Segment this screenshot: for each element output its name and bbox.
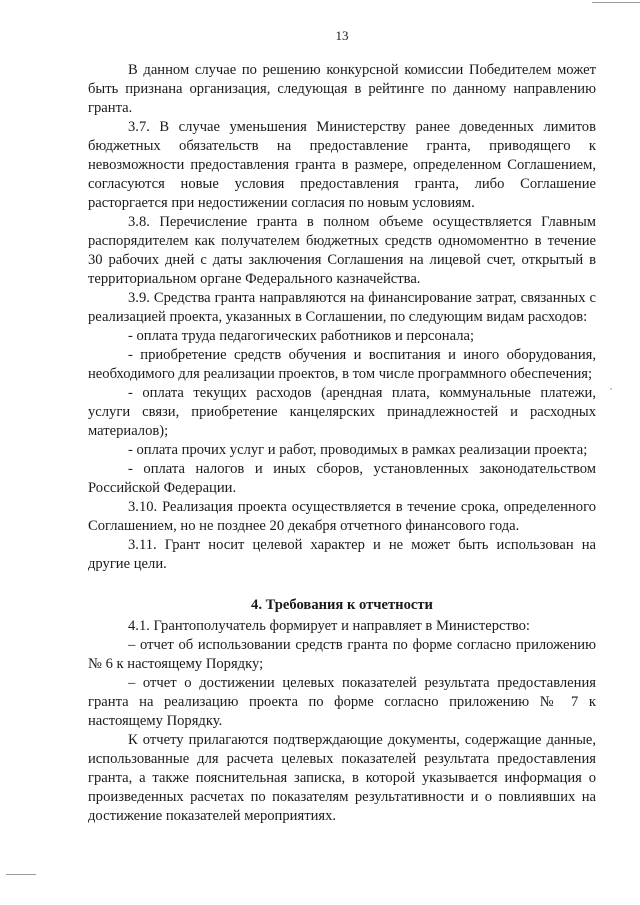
paragraph-4-1: 4.1. Грантополучатель формирует и направляет в Министерство: (128, 618, 530, 634)
scan-speck (610, 388, 612, 390)
list-item-report: – отчет об использовании средств гранта по форме согласно приложению № 6 к настоящему Порядку; (88, 637, 596, 672)
paragraph-3-7: 3.7. В случае уменьшения Министерству ранее доведенных лимитов бюджетных обязательств на предоставление гранта, приводящего к невозможности предоставления гранта в размере, определенном Соглашением, согласуются новые условия предоставления гранта, либо Соглашение расторгается при недостижении согласия по новым условиям. (88, 119, 596, 211)
paragraph-3-8: 3.8. Перечисление гранта в полном объеме осуществляется Главным распорядителем как получателем бюджетных средств одномоментно в течение 30 рабочих дней с даты заключения Соглашения на лицевой счет, открытый в территориальном органе Федерального казначейства. (88, 214, 596, 287)
list-item-expense: - оплата налогов и иных сборов, установленных законодательством Российской Федерации. (88, 461, 596, 496)
list-item-expense: - оплата текущих расходов (арендная плата, коммунальные платежи, услуги связи, приобретение канцелярских принадлежностей и расходных материалов); (88, 385, 596, 439)
list-item-expense: - приобретение средств обучения и воспитания и иного оборудования, необходимого для реализации проектов, в том числе программного обеспечения; (88, 347, 596, 382)
paragraph-3-11: 3.11. Грант носит целевой характер и не может быть использован на другие цели. (88, 537, 596, 572)
paragraph-winner-note: В данном случае по решению конкурсной комиссии Победителем может быть признана организация, следующая в рейтинге по данному направлению гранта. (88, 62, 596, 116)
section-title: 4. Требования к отчетности (251, 597, 433, 613)
page-number: 13 (335, 28, 349, 43)
paragraph-3-10: 3.10. Реализация проекта осуществляется в течение срока, определенного Соглашением, но не позднее 20 декабря отчетного финансового года. (88, 499, 596, 534)
paragraph-attachments: К отчету прилагаются подтверждающие документы, содержащие данные, использованные для расчета целевых показателей результата предоставления гранта, а также пояснительная записка, в которой указывается информация о произведенных расчетах по показателям результативности и о повлиявших на достижение показателей мероприятиях. (88, 732, 596, 824)
list-item-expense: - оплата прочих услуг и работ, проводимых в рамках реализации проекта; (128, 442, 588, 458)
list-item-report: – отчет о достижении целевых показателей результата предоставления гранта на реализацию проекта по форме согласно приложению № 7 к настоящему Порядку. (88, 675, 596, 729)
document-page (88, 28, 596, 878)
list-item-expense: - оплата труда педагогических работников и персонала; (128, 328, 475, 344)
scan-edge-mark (592, 2, 640, 3)
scan-edge-mark (6, 874, 36, 875)
paragraph-3-9: 3.9. Средства гранта направляются на финансирование затрат, связанных с реализацией проекта, указанных в Соглашении, по следующим видам расходов: (88, 290, 596, 325)
